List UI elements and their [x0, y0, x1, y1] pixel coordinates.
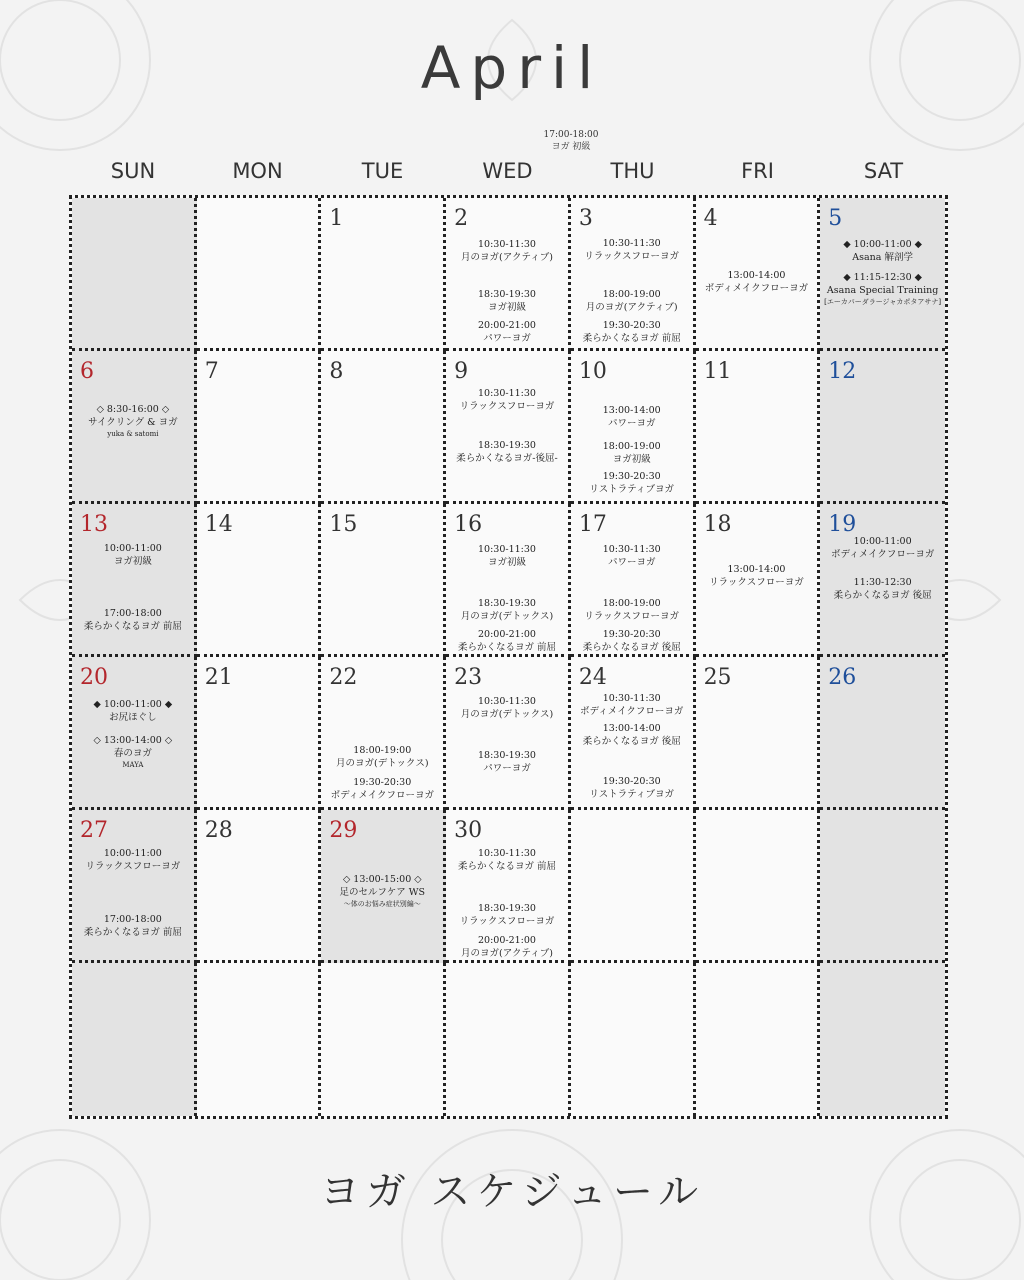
day-number: 28 [204, 818, 233, 843]
day-number: 24 [578, 665, 607, 690]
event-time: 11:30-12:30 [853, 577, 912, 588]
event-label: パワーヨガ [607, 418, 656, 429]
day-number: 11 [703, 359, 732, 384]
top-note [521, 129, 621, 153]
day-cell-25 [696, 657, 821, 810]
event-label: パワーヨガ [483, 763, 531, 774]
day-number: 27 [80, 818, 108, 843]
day-number: 25 [703, 665, 732, 690]
event-time: 18:00-19:00 [602, 289, 661, 300]
event-time: ◆ 10:00-11:00 ◆ [93, 699, 173, 710]
day-cell-3 [571, 198, 696, 351]
day-number: 2 [454, 206, 469, 231]
event-time: 18:30-19:30 [478, 289, 536, 300]
day-number: 30 [454, 818, 483, 843]
weekday-wed: WED [482, 159, 533, 183]
day-cell-20 [72, 657, 197, 810]
day-cell-7 [197, 351, 322, 504]
class-event [571, 440, 693, 466]
event-label: ボディメイクフローヨガ [580, 706, 684, 717]
event-time: ◆ 11:15-12:30 ◆ [843, 272, 922, 283]
day-number: 21 [204, 665, 233, 690]
day-number: 13 [80, 512, 108, 537]
event-time: 18:30-19:30 [478, 903, 536, 914]
class-event [571, 775, 693, 801]
class-event [446, 597, 568, 623]
event-time: 18:30-19:30 [478, 440, 536, 451]
class-event [446, 902, 568, 928]
day-number: 8 [329, 359, 344, 384]
day-cell-5 [820, 198, 945, 351]
class-event [72, 847, 194, 873]
day-cell-9 [446, 351, 571, 504]
event-label: パワーヨガ [483, 333, 531, 344]
empty-day-cell [72, 198, 197, 351]
event-label: 柔らかくなるヨガ 前屈 [83, 927, 182, 938]
event-time: 18:00-19:00 [602, 441, 661, 452]
event-time: 18:00-19:00 [353, 745, 412, 756]
empty-day-cell [696, 810, 821, 963]
event-label: 柔らかくなるヨガ-後屈- [456, 453, 558, 464]
event-label: ヨガ初級 [113, 556, 152, 567]
event-label: Asana 解剖学 [852, 252, 913, 263]
class-event [820, 238, 945, 264]
class-event [446, 319, 568, 345]
event-label: ボディメイクフローヨガ [704, 283, 809, 294]
top-note-label: ヨガ 初級 [551, 142, 591, 152]
event-label: 柔らかくなるヨガ 前屈 [582, 333, 681, 344]
day-cell-16 [446, 504, 571, 657]
day-number: 7 [204, 359, 219, 384]
day-cell-2 [446, 198, 571, 351]
day-number: 9 [454, 359, 469, 384]
event-time: 10:30-11:30 [478, 239, 536, 250]
day-number: 4 [703, 206, 718, 231]
event-label: リラックスフローヨガ [459, 401, 555, 412]
day-number: 16 [454, 512, 483, 537]
event-time: 10:30-11:30 [478, 848, 536, 859]
class-event [321, 873, 443, 909]
class-event [571, 692, 693, 718]
day-number: 14 [204, 512, 233, 537]
day-cell-22 [321, 657, 446, 810]
event-label: 月のヨガ(アクティブ) [585, 302, 678, 313]
empty-day-cell [197, 198, 322, 351]
event-time: 17:00-18:00 [103, 914, 162, 925]
day-number: 18 [703, 512, 732, 537]
day-number: 23 [454, 665, 483, 690]
event-time: 10:00-11:00 [103, 543, 162, 554]
class-event [72, 607, 194, 633]
event-time: 10:00-11:00 [103, 848, 162, 859]
day-cell-24 [571, 657, 696, 810]
event-label: 柔らかくなるヨガ 後屈 [582, 642, 681, 653]
event-time: 18:30-19:30 [478, 750, 536, 761]
day-number: 15 [329, 512, 358, 537]
event-label: 柔らかくなるヨガ 後屈 [582, 736, 681, 747]
event-label: 月のヨガ(アクティブ) [461, 948, 553, 959]
event-label: お尻ほぐし [109, 712, 157, 723]
event-time: ◆ 10:00-11:00 ◆ [843, 239, 922, 250]
class-event [446, 288, 568, 314]
day-cell-12 [820, 351, 945, 504]
class-event [446, 934, 568, 960]
event-note: yuka & satomi [107, 430, 159, 438]
event-time: 18:30-19:30 [478, 598, 536, 609]
day-number: 22 [329, 665, 358, 690]
event-label: リストラティブヨガ [589, 484, 674, 495]
event-label: 月のヨガ(デトックス) [460, 611, 554, 622]
day-cell-26 [820, 657, 945, 810]
class-event [321, 776, 443, 802]
day-number: 26 [828, 665, 857, 690]
class-event [820, 576, 945, 602]
class-event [72, 734, 194, 770]
weekday-mon: MON [232, 159, 283, 183]
event-time: 19:30-20:30 [602, 320, 661, 331]
event-label: 柔らかくなるヨガ 前屈 [457, 861, 556, 872]
event-label: ヨガ初級 [487, 302, 526, 313]
class-event [571, 404, 693, 430]
class-event [820, 271, 945, 307]
day-cell-15 [321, 504, 446, 657]
class-event [446, 847, 568, 873]
day-cell-13 [72, 504, 197, 657]
class-event [571, 288, 693, 314]
event-label: 柔らかくなるヨガ 前屈 [457, 642, 556, 653]
day-number: 10 [578, 359, 607, 384]
weekday-sat: SAT [863, 159, 904, 183]
event-label: 月のヨガ(デトックス) [336, 758, 429, 769]
class-event [446, 749, 568, 775]
event-label: リラックスフローヨガ [584, 611, 680, 622]
weekday-header [71, 156, 947, 186]
event-label: 月のヨガ(アクティブ) [461, 252, 553, 263]
event-note: 〜体のお悩み症状別編〜 [343, 900, 421, 908]
day-number: 6 [80, 359, 94, 384]
day-cell-14 [197, 504, 322, 657]
class-event [571, 237, 693, 263]
event-time: 19:30-20:30 [602, 776, 661, 787]
day-cell-10 [571, 351, 696, 504]
class-event [571, 319, 693, 345]
class-event [72, 913, 194, 939]
day-number: 1 [329, 206, 344, 231]
top-note-time: 17:00-18:00 [543, 130, 599, 140]
event-time: 19:30-20:30 [602, 629, 661, 640]
day-cell-19 [820, 504, 945, 657]
day-cell-1 [321, 198, 446, 351]
empty-day-cell [571, 810, 696, 963]
empty-day-cell [571, 963, 696, 1116]
event-label: リラックスフローヨガ [459, 916, 555, 927]
day-cell-28 [197, 810, 322, 963]
event-time: ◇ 8:30-16:00 ◇ [96, 404, 170, 415]
day-number: 19 [828, 512, 857, 537]
event-label: パワーヨガ [607, 557, 656, 568]
class-event [571, 470, 693, 496]
class-event [696, 563, 818, 589]
empty-day-cell [696, 963, 821, 1116]
weekday-sun: SUN [110, 159, 156, 183]
class-event [446, 628, 568, 654]
event-time: 20:00-21:00 [478, 935, 536, 946]
event-label: サイクリング & ヨガ [88, 417, 178, 428]
event-label: 柔らかくなるヨガ 前屈 [83, 621, 182, 632]
event-label: 月のヨガ(デトックス) [460, 709, 554, 720]
class-event [446, 695, 568, 721]
empty-day-cell [197, 963, 322, 1116]
class-event [72, 542, 194, 568]
weekday-tue: TUE [361, 159, 404, 183]
empty-day-cell [321, 963, 446, 1116]
calendar-grid [69, 195, 948, 1119]
day-number: 17 [578, 512, 607, 537]
event-time: 19:30-20:30 [602, 471, 661, 482]
event-time: 18:00-19:00 [602, 598, 661, 609]
event-time: 20:00-21:00 [478, 629, 536, 640]
day-cell-6 [72, 351, 197, 504]
event-time: 13:00-14:00 [727, 564, 786, 575]
event-time: ◇ 13:00-14:00 ◇ [93, 735, 173, 746]
empty-day-cell [820, 963, 945, 1116]
event-time: 10:30-11:30 [478, 544, 536, 555]
event-label: 足のセルフケア WS [339, 887, 426, 898]
day-cell-23 [446, 657, 571, 810]
class-event [571, 722, 693, 748]
event-time: 19:30-20:30 [353, 777, 412, 788]
day-cell-27 [72, 810, 197, 963]
event-time: 17:00-18:00 [103, 608, 162, 619]
event-time: 10:30-11:30 [478, 696, 536, 707]
event-time: 10:00-11:00 [853, 536, 912, 547]
weekday-thu: THU [610, 159, 655, 183]
day-cell-8 [321, 351, 446, 504]
event-label: 春のヨガ [113, 748, 152, 759]
event-time: 13:00-14:00 [602, 723, 661, 734]
event-label: ボディメイクフローヨガ [830, 549, 935, 560]
schedule-footer-title: ヨガ スケジュール [319, 1169, 705, 1215]
day-number: 12 [828, 359, 857, 384]
class-event [571, 597, 693, 623]
event-label: Asana Special Training [826, 285, 939, 296]
event-note: MAYA [122, 761, 144, 769]
empty-day-cell [446, 963, 571, 1116]
event-label: リラックスフローヨガ [709, 577, 804, 588]
event-time: 13:00-14:00 [602, 405, 661, 416]
event-label: ヨガ初級 [612, 454, 651, 465]
empty-day-cell [820, 810, 945, 963]
event-label: ヨガ初級 [487, 557, 526, 568]
class-event [72, 403, 194, 439]
empty-day-cell [72, 963, 197, 1116]
weekday-fri: FRI [741, 159, 774, 183]
event-label: リラックスフローヨガ [85, 861, 181, 872]
day-number: 5 [828, 206, 843, 231]
event-label: リストラティブヨガ [589, 789, 674, 800]
class-event [72, 698, 194, 724]
class-event [820, 535, 945, 561]
event-label: リラックスフローヨガ [584, 251, 680, 262]
day-cell-11 [696, 351, 821, 504]
event-time: 20:00-21:00 [478, 320, 536, 331]
event-time: 10:30-11:30 [602, 544, 661, 555]
day-number: 20 [80, 665, 108, 690]
day-cell-4 [696, 198, 821, 351]
event-note: [エーカパーダラージャカポタアサナ] [824, 298, 942, 306]
class-event [446, 238, 568, 264]
day-cell-17 [571, 504, 696, 657]
event-label: 柔らかくなるヨガ 後屈 [833, 590, 932, 601]
event-time: 13:00-14:00 [727, 270, 786, 281]
event-time: 10:30-11:30 [478, 388, 536, 399]
day-number: 29 [329, 818, 358, 843]
day-cell-21 [197, 657, 322, 810]
class-event [696, 269, 818, 295]
class-event [446, 543, 568, 569]
day-cell-30 [446, 810, 571, 963]
class-event [571, 543, 693, 569]
day-cell-18 [696, 504, 821, 657]
event-time: ◇ 13:00-15:00 ◇ [342, 874, 422, 885]
class-event [321, 744, 443, 770]
class-event [446, 387, 568, 413]
class-event [446, 439, 568, 465]
class-event [571, 628, 693, 654]
event-time: 10:30-11:30 [602, 238, 661, 249]
day-cell-29 [321, 810, 446, 963]
event-label: ボディメイクフローヨガ [330, 790, 434, 801]
day-number: 3 [578, 206, 593, 231]
event-time: 10:30-11:30 [602, 693, 661, 704]
month-title: April [420, 34, 604, 102]
